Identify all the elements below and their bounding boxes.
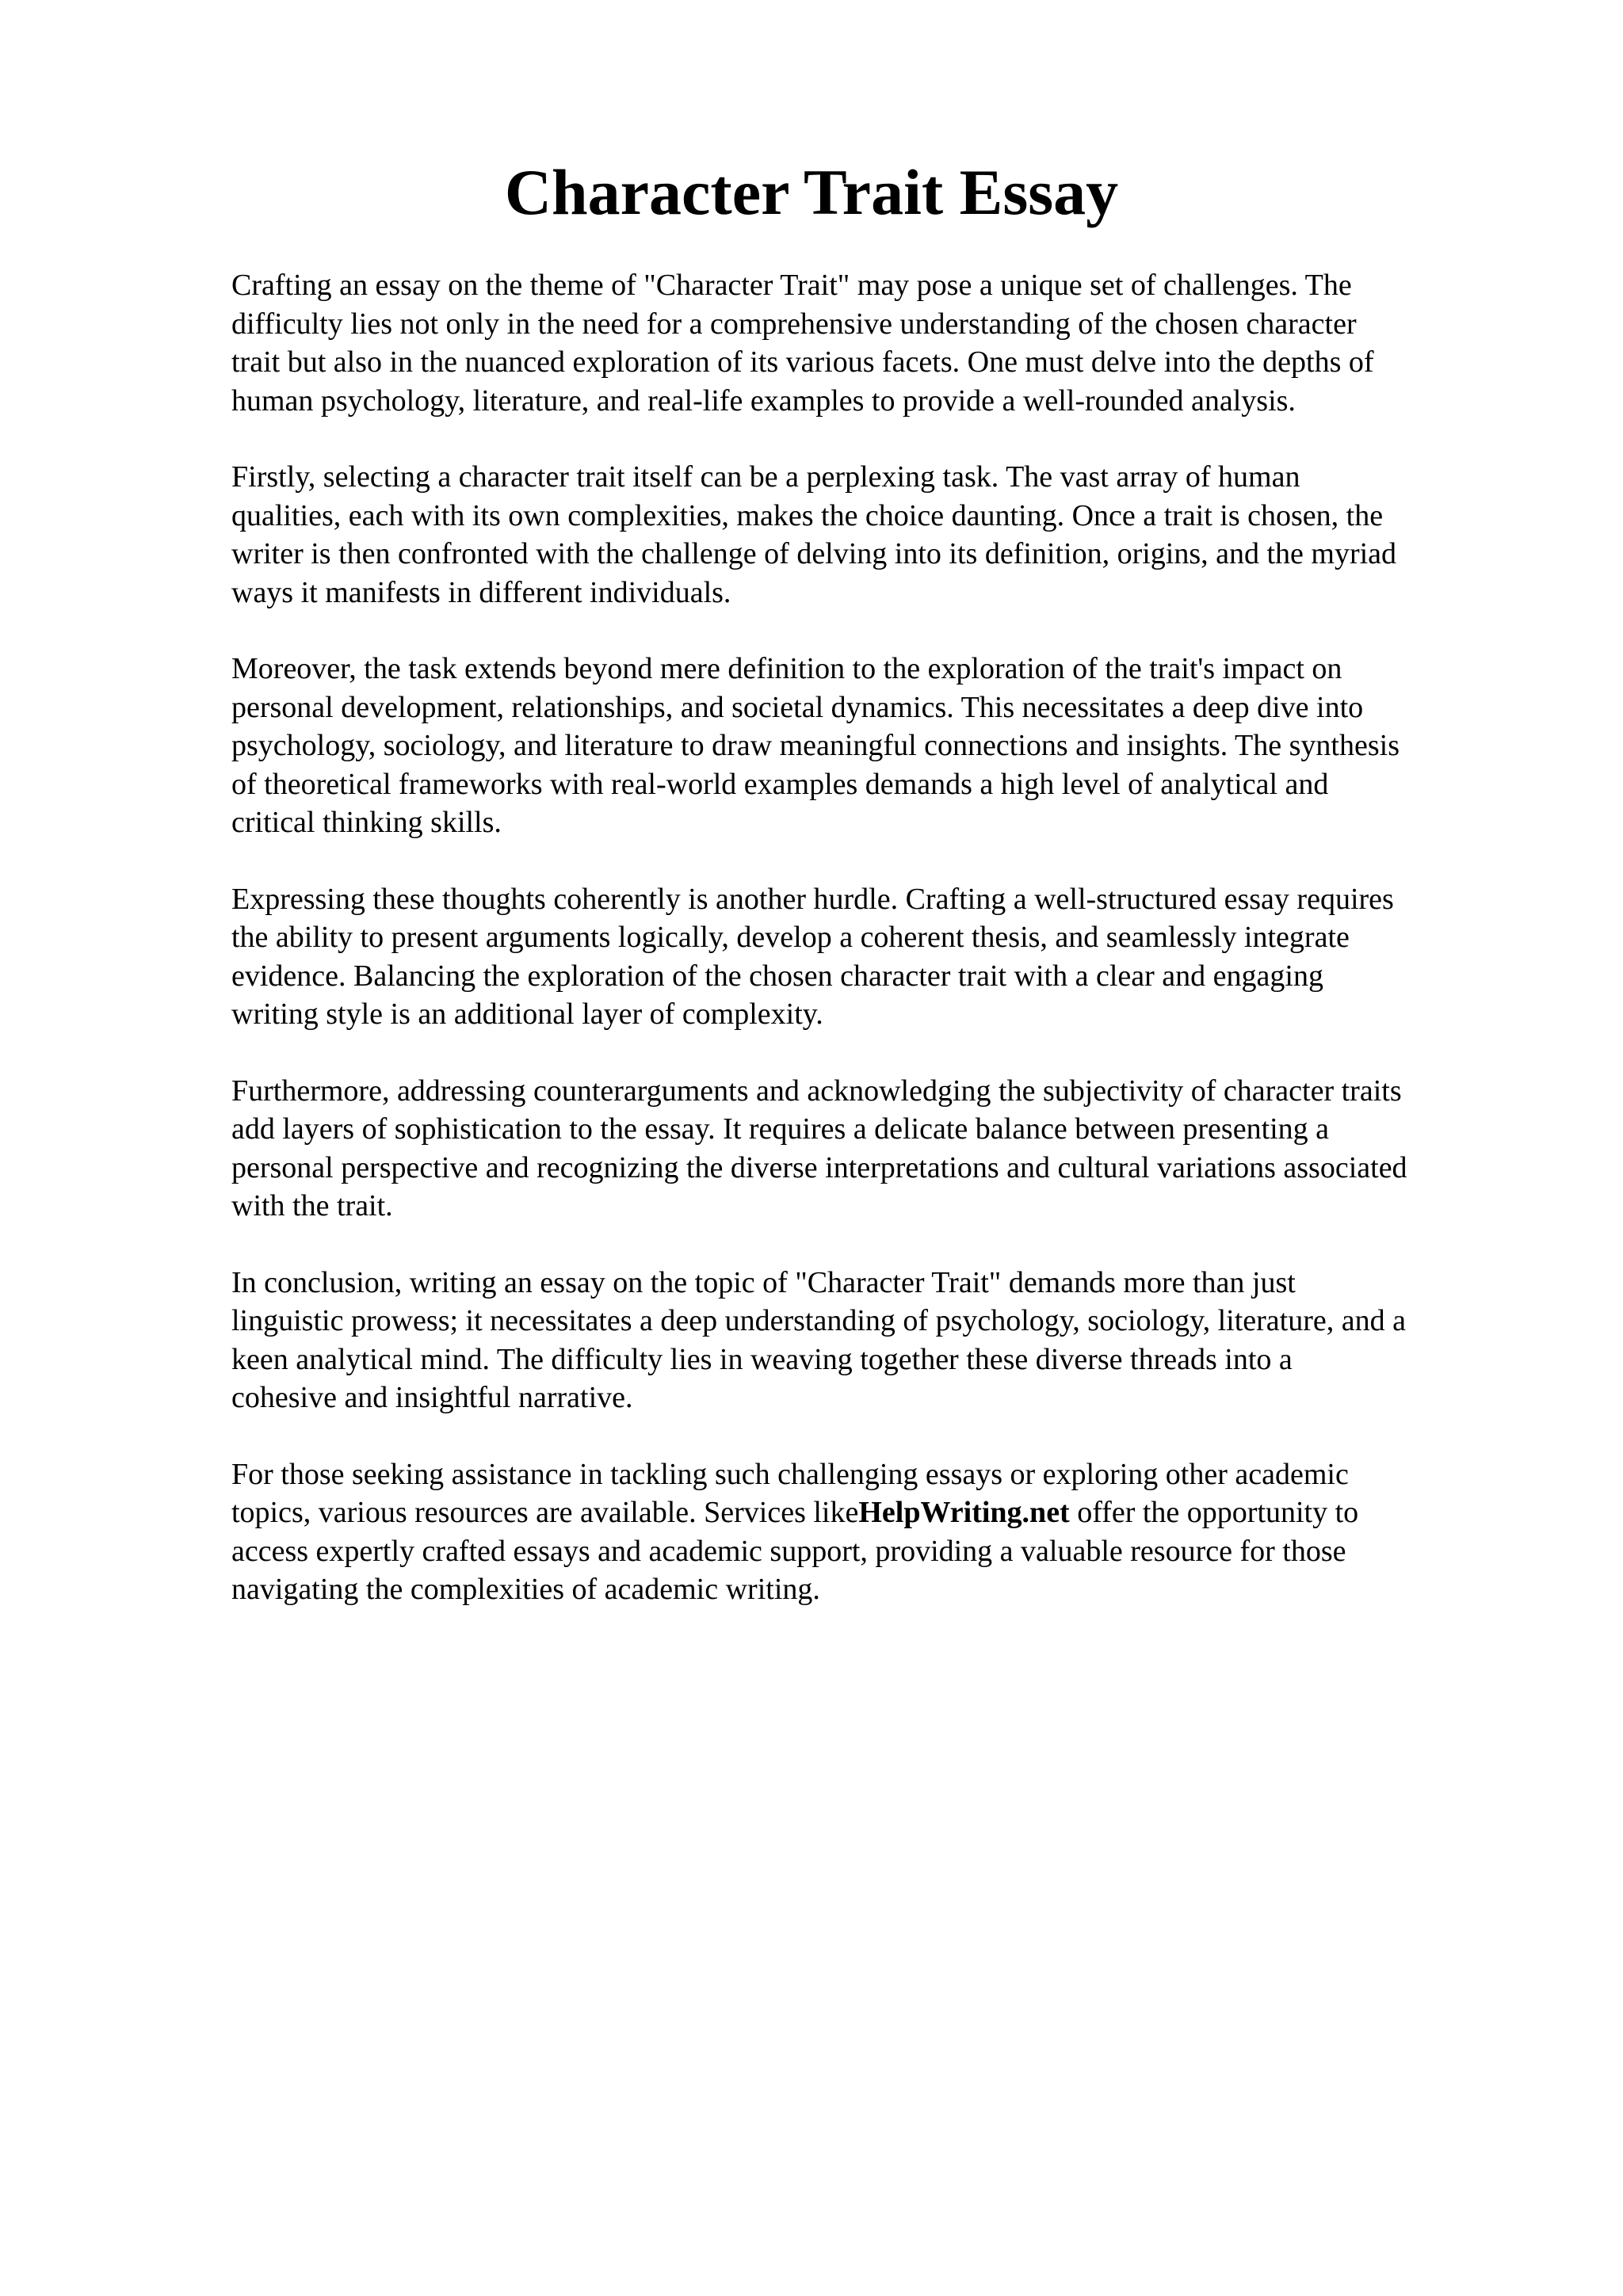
text-line-with-link — [231, 1493, 1531, 1532]
text-line: cohesive and insightful narrative. — [231, 1381, 633, 1414]
text-line: Moreover, the task extends beyond mere definition to the exploration of the trait's impact on — [231, 652, 1342, 685]
text-line: difficulty lies not only in the need for a comprehensive understanding of the chosen character — [231, 307, 1357, 341]
text-line: the ability to present arguments logically, develop a coherent thesis, and seamlessly integrate — [231, 921, 1350, 954]
text-line: with the trait. — [231, 1189, 393, 1222]
paragraph-2 — [231, 458, 1531, 612]
paragraph-5 — [231, 1072, 1531, 1226]
text-line: evidence. Balancing the exploration of the chosen character trait with a clear and engaging — [231, 959, 1323, 993]
text-line: writing style is an additional layer of complexity. — [231, 997, 823, 1031]
essay-body — [231, 266, 1531, 1647]
text-segment: offer the opportunity to — [1069, 1496, 1359, 1529]
paragraph-4 — [231, 880, 1531, 1034]
text-line: Firstly, selecting a character trait itself can be a perplexing task. The vast array of human — [231, 460, 1300, 494]
text-line: of theoretical frameworks with real-world examples demands a high level of analytical and — [231, 767, 1329, 801]
text-line: In conclusion, writing an essay on the topic of "Character Trait" demands more than just — [231, 1265, 1296, 1299]
paragraph-1 — [231, 266, 1531, 420]
text-line: personal development, relationships, and societal dynamics. This necessitates a deep dive into — [231, 690, 1364, 724]
text-line: writer is then confronted with the challenge of delving into its definition, origins, and the myriad — [231, 537, 1397, 570]
text-line: linguistic prowess; it necessitates a deep understanding of psychology, sociology, literature, and a — [231, 1304, 1406, 1337]
text-line: ways it manifests in different individuals. — [231, 575, 731, 609]
text-line: navigating the complexities of academic writing. — [231, 1573, 820, 1606]
text-line: critical thinking skills. — [231, 806, 502, 839]
text-line: For those seeking assistance in tackling such challenging essays or exploring other academic — [231, 1457, 1349, 1491]
text-line: personal perspective and recognizing the diverse interpretations and cultural variations associated — [231, 1150, 1407, 1184]
text-line: add layers of sophistication to the essay. It requires a delicate balance between presenting a — [231, 1112, 1330, 1146]
text-line: Expressing these thoughts coherently is another hurdle. Crafting a well-structured essay requires — [231, 882, 1394, 916]
helpwriting-link[interactable]: HelpWriting.net — [858, 1496, 1070, 1529]
text-line: psychology, sociology, and literature to draw meaningful connections and insights. The synthesis — [231, 729, 1400, 762]
text-line: access expertly crafted essays and academic support, providing a valuable resource for those — [231, 1534, 1346, 1568]
page-title: Character Trait Essay — [504, 156, 1119, 228]
text-line: human psychology, literature, and real-life examples to provide a well-rounded analysis. — [231, 383, 1296, 418]
text-line: Crafting an essay on the theme of "Character Trait" may pose a unique set of challenges. The — [231, 269, 1352, 302]
text-line: keen analytical mind. The difficulty lies in weaving together these diverse threads into a — [231, 1342, 1293, 1376]
text-line: qualities, each with its own complexities, makes the choice daunting. Once a trait is chosen, the — [231, 498, 1384, 532]
paragraph-3 — [231, 650, 1531, 842]
paragraph-6 — [231, 1264, 1531, 1417]
text-segment: topics, various resources are available. Services like — [231, 1496, 859, 1529]
text-line: trait but also in the nuanced exploration of its various facets. One must delve into the depths of — [231, 345, 1374, 379]
paragraph-closing — [231, 1455, 1531, 1609]
text-line: Furthermore, addressing counterarguments and acknowledging the subjectivity of character traits — [231, 1074, 1402, 1108]
